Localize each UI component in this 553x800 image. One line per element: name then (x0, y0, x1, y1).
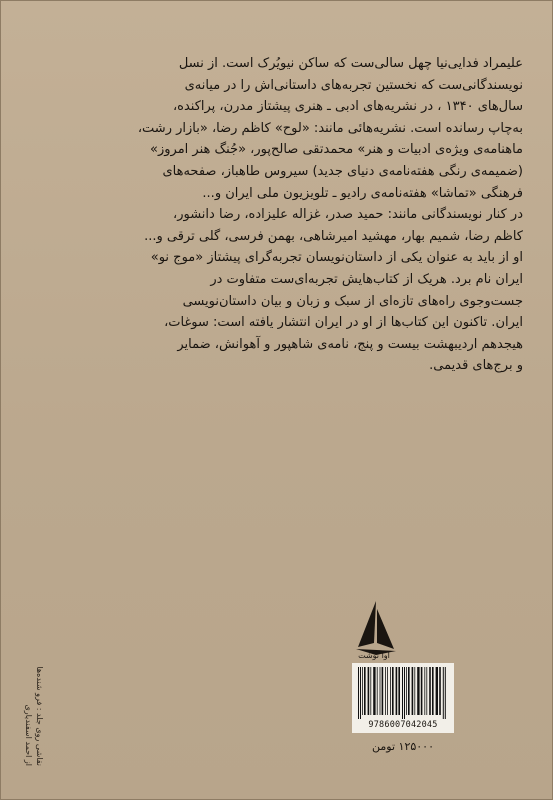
blurb-line: علیمراد فدایی‌نیا چهل سالی‌ست که ساکن نیویُرک است. از نسل (178, 56, 523, 71)
blurb-line: ایران نام برد. هریک از کتاب‌هایش تجربه‌ای‌ست متفاوت در (210, 271, 523, 287)
barcode-bar (443, 667, 444, 719)
barcode-bar (426, 667, 427, 715)
barcode-bar (439, 667, 441, 715)
barcode-bar (402, 667, 403, 719)
barcode-bar (368, 667, 370, 715)
barcode-bar (429, 667, 431, 715)
barcode-bar (382, 667, 384, 715)
barcode-bar (412, 667, 414, 715)
barcode-bar (398, 667, 400, 715)
blurb-paragraph (31, 53, 523, 377)
blurb-line: فرهنگی «تماشا» هفته‌نامه‌ی رادیو ـ تلویزیون ملی ایران و... (202, 185, 523, 201)
barcode-bar (414, 667, 415, 715)
blurb-line: ایران. تاکنون این کتاب‌ها از او در ایران انتشار یافته است: سوغات، (164, 315, 523, 331)
barcode-bar (404, 667, 405, 719)
barcode-bar (436, 667, 438, 715)
barcode-bar (387, 667, 388, 715)
barcode-bar (396, 667, 398, 715)
blurb-line: در کنار نویسندگانی مانند: حمید صدر، غزاله علیزاده، رضا دانشور، (173, 207, 523, 223)
blurb-line: و برج‌های قدیمی. (429, 358, 523, 374)
blurb-line: او از باید به عنوان یکی از داستان‌نویسان تجربه‌گرای پیشتاز «موج نو» (150, 250, 523, 266)
blurb-line: نویسندگانی‌ست که نخستین تجربه‌های داستانی‌اش را در میانه‌ی (184, 77, 523, 93)
cover-art-artist-line: از احمد اسفندیاری (24, 704, 33, 766)
barcode-bar (360, 667, 361, 719)
blurb-line: کاظم رضا، شمیم بهار، مهشید امیرشاهی، بهمن فرسی، گلی ترقی و... (144, 228, 523, 244)
barcode-bars (356, 667, 450, 719)
barcode-bar (373, 667, 375, 715)
barcode-bar (377, 667, 378, 715)
barcode-bar (358, 667, 359, 719)
barcode-bar (362, 667, 363, 715)
barcode-bar (445, 667, 446, 719)
publisher-name: آوا نوشت (358, 651, 390, 660)
barcode-bar (406, 667, 407, 715)
barcode-bar (370, 667, 371, 715)
blurb-line: ماهنامه‌ی ویژه‌ی ادبیات و هنر» محمدتقی صالح‌پور، «جُنگ هنر امروز» (150, 142, 523, 158)
blurb-line: جست‌وجوی راه‌های تازه‌ای از سبک و زبان و بیان داستان‌نویسی (182, 293, 523, 309)
isbn-number: 9786007042045 (368, 720, 438, 730)
barcode-bar (380, 667, 381, 715)
isbn-barcode (352, 663, 454, 733)
blurb-line: هیجدهم اردیبهشت بیست و پنج، نامه‌ی شاهپور و آهوانش، ضمایر (177, 336, 523, 352)
blurb-line: به‌چاپ رسانده است. نشریه‌هائی مانند: «لوح» کاظم رضا، «بازار رشت، (137, 120, 523, 136)
barcode-bar (424, 667, 425, 715)
barcode-bar (390, 667, 391, 715)
blurb-line: سال‌های ۱۳۴۰ ، در نشریه‌های ادبی ـ هنری پیشتاز مدرن، پراکنده، (172, 99, 523, 115)
barcode-bar (392, 667, 394, 715)
blurb-line: (ضمیمه‌ی رنگی هفته‌نامه‌ی دنیای جدید) سیروس طاهباز، صفحه‌های (162, 163, 523, 179)
author-blurb (31, 53, 523, 377)
cover-art-credit-line: نقاشی روی جلد : فرو شنده‌ها (35, 666, 44, 766)
barcode-bar (432, 667, 434, 715)
barcode-bar (385, 667, 386, 715)
barcode-bar (408, 667, 410, 715)
barcode-bar (417, 667, 419, 715)
barcode-bar (364, 667, 366, 715)
barcode-bar (421, 667, 423, 715)
cover-art-credit (17, 616, 45, 766)
price-label: ۱۲۵۰۰۰ تومن (372, 740, 434, 753)
